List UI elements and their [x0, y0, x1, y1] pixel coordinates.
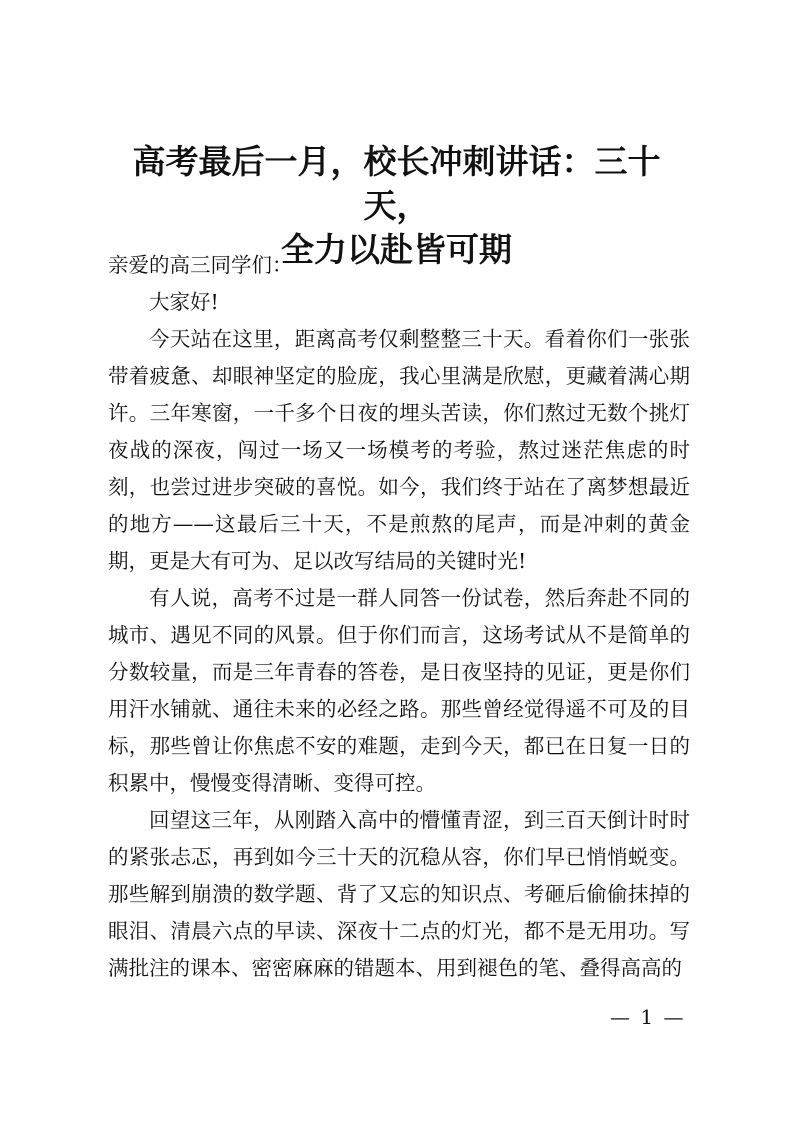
paragraph-greeting: 大家好! [149, 290, 219, 314]
title-line-2: 全力以赴皆可期 [281, 230, 512, 269]
salutation: 亲爱的高三同学们： [108, 253, 293, 277]
page-number: — 1 — [610, 1005, 686, 1029]
paragraph-2: 有人说，高考不过是一群人同答一份试卷，然后奔赴不同的城市、遇见不同的风景。但于你们而言，这场考试从不是简单的分数较量，而是三年青春的答卷，是日夜坚持的见证，更是你们用汗水铺就、通往未来的必经之路。那些曾经觉得遥不可及的目标，那些曾让你焦虑不安的难题，走到今天，都已在日复一日的积累中，慢慢变得清晰、变得可控。 [108, 586, 690, 795]
paragraph-3: 回望这三年，从刚踏入高中的懵懂青涩，到三百天倒计时时的紧张忐忑，再到如今三十天的沉稳从容，你们早已悄悄蜕变。那些解到崩溃的数学题、背了又忘的知识点、考砸后偷偷抹掉的眼泪、清晨六点的早读、深夜十二点的灯光，都不是无用功。写满批注的课本、密密麻麻的错题本、用到褪色的笔、叠得高高的 [108, 808, 690, 980]
paragraph-1: 今天站在这里，距离高考仅剩整整三十天。看着你们一张张带着疲惫、却眼神坚定的脸庞，我心里满是欣慰，更藏着满心期许。三年寒窗，一千多个日夜的埋头苦读，你们熬过无数个挑灯夜战的深夜，闯过一场又一场模考的考验，熬过迷茫焦虑的时刻，也尝过进步突破的喜悦。如今，我们终于站在了离梦想最近的地方——这最后三十天，不是煎熬的尾声，而是冲刺的黄金期，更是大有可为、足以改写结局的关键时光! [108, 327, 690, 573]
title-line-1: 高考最后一月，校长冲刺讲话：三十天， [132, 142, 661, 225]
document-body [108, 247, 690, 987]
